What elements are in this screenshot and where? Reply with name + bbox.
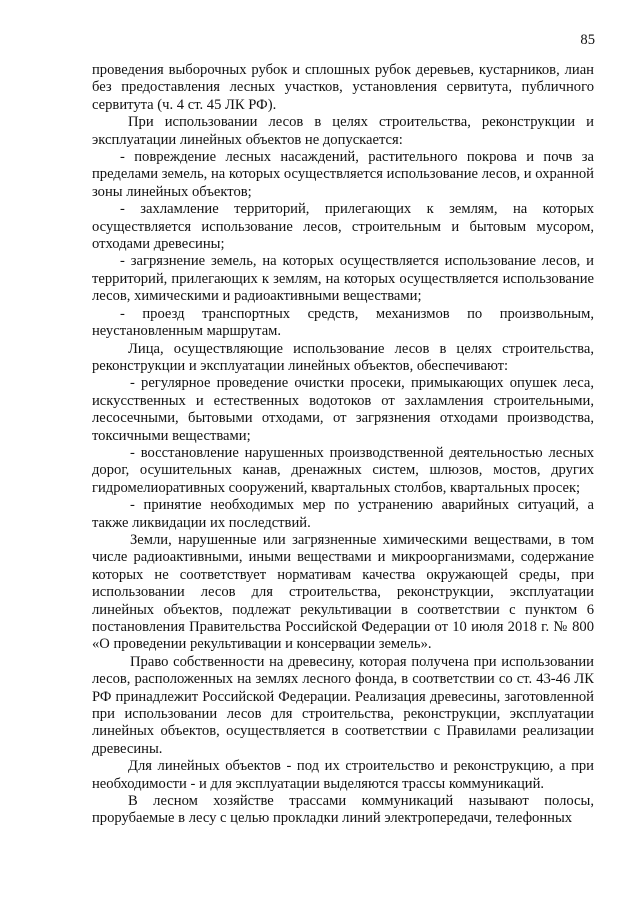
- paragraph: Лица, осуществляющие использование лесов в целях строительства, реконструкции и эксплуатации линейных объектов, обеспечивают:: [92, 340, 594, 374]
- paragraph: При использовании лесов в целях строительства, реконструкции и эксплуатации линейных объектов не допускается:: [92, 114, 594, 148]
- paragraph: - восстановление нарушенных производственной деятельностью лесных дорог, осушительных канав, дренажных систем, шлюзов, мостов, других гидромелиоративных сооружений, квартальных столбов, квартальных просек;: [92, 444, 594, 496]
- paragraph: - повреждение лесных насаждений, растительного покрова и почв за пределами земель, на которых осуществляется использование лесов, и охранной зоны линейных объектов;: [92, 149, 594, 200]
- paragraph: Земли, нарушенные или загрязненные химическими веществами, в том числе радиоактивными, иными веществами и микроорганизмами, содержание которых не соответствует нормативам качества окружающей среды, при использовании лесов для строительства, реконструкции, эксплуатации линейных объектов, подлежат рекультивации в соответствии с пунктом 6 постановления Правительства Российской Федерации от 10 июля 2018 г. № 800 «О проведении рекультивации и консервации земель».: [92, 531, 594, 653]
- paragraph: - принятие необходимых мер по устранению аварийных ситуаций, а также ликвидации их последствий.: [92, 497, 594, 531]
- page-number: 85: [580, 32, 595, 48]
- paragraph: - захламление территорий, прилегающих к землям, на которых осуществляется использование лесов, строительным и бытовым мусором, отходами древесины;: [92, 201, 594, 253]
- paragraph: - проезд транспортных средств, механизмов по произвольным, неустановленным маршрутам.: [92, 305, 594, 340]
- document-body: [92, 62, 594, 828]
- paragraph: В лесном хозяйстве трассами коммуникаций называют полосы, прорубаемые в лесу с целью прокладки линий электропередачи, телефонных: [92, 793, 594, 827]
- paragraph: - регулярное проведение очистки просеки, примыкающих опушек леса, искусственных и естественных водотоков от захламления строительными, лесосечными, бытовыми отходами, от загрязнения отходами производства, токсичными веществами;: [92, 375, 594, 444]
- paragraph: Право собственности на древесину, которая получена при использовании лесов, расположенных на землях лесного фонда, в соответствии со ст. 43-46 ЛК РФ принадлежит Российской Федерации. Реализация древесины, заготовленной при использовании лесов для строительства, реконструкции, эксплуатации линейных объектов, осуществляется в соответствии с Правилами реализации древесины.: [92, 653, 594, 757]
- paragraph: - загрязнение земель, на которых осуществляется использование лесов, и территорий, прилегающих к землям, на которых осуществляется использование лесов, химическими и радиоактивными веществами;: [92, 253, 594, 305]
- paragraph: Для линейных объектов - под их строительство и реконструкцию, а при необходимости - и для эксплуатации выделяются трассы коммуникаций.: [92, 758, 594, 792]
- paragraph: проведения выборочных рубок и сплошных рубок деревьев, кустарников, лиан без предоставления лесных участков, установления сервитута, публичного сервитута (ч. 4 ст. 45 ЛК РФ).: [92, 62, 594, 113]
